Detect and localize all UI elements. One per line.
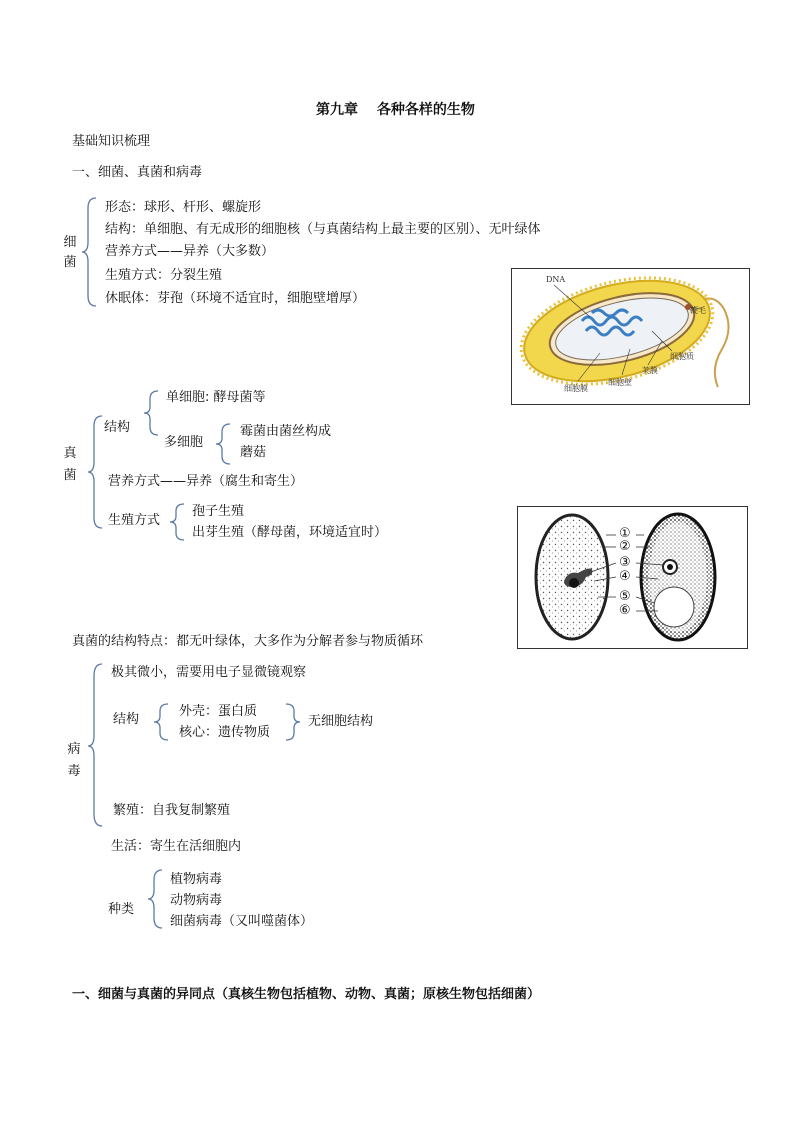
fungi-feature: 真菌的结构特点：都无叶绿体，大多作为分解者参与物质循环 — [72, 634, 424, 649]
label-cell-membrane: 细胞膜 — [564, 384, 588, 393]
fungi-mold: 霉菌由菌丝构成 — [240, 424, 332, 439]
bacteria-nutrition: 营养方式——异养（大多数） — [105, 244, 275, 259]
virus-size: 极其微小，需要用电子显微镜观察 — [111, 665, 307, 680]
virus-type-plant: 植物病毒 — [170, 872, 223, 887]
virus-brace — [86, 662, 106, 828]
bacteria-label-1: 细 — [63, 235, 77, 250]
fungi-structure-brace — [142, 389, 162, 437]
fungi-structure: 结构 — [104, 420, 131, 435]
virus-type-bacterial: 细菌病毒（又叫噬菌体） — [170, 914, 314, 929]
virus-life: 生活：寄生在活细胞内 — [111, 839, 242, 854]
fungi-multi-brace — [214, 422, 234, 466]
subtitle: 基础知识梳理 — [72, 134, 151, 149]
virus-label-1: 病 — [67, 742, 81, 757]
bacteria-diagram — [511, 268, 750, 405]
virus-no-cell: 无细胞结构 — [308, 714, 374, 729]
yeast-num-5: ⑤ — [619, 589, 631, 604]
fungi-label-1: 真 — [63, 446, 77, 461]
fungi-nutrition: 营养方式——异养（腐生和寄生） — [108, 474, 304, 489]
fungi-label-2: 菌 — [63, 468, 77, 483]
yeast-num-6: ⑥ — [619, 603, 631, 618]
virus-type-animal: 动物病毒 — [170, 893, 223, 908]
bacteria-shape: 形态：球形、杆形、螺旋形 — [105, 200, 262, 215]
fungi-multicellular: 多细胞 — [164, 435, 204, 450]
virus-core: 核心：遗传物质 — [179, 725, 271, 740]
bacteria-dormant: 休眠体：芽孢（环境不适宜时，细胞壁增厚） — [105, 291, 366, 306]
bacteria-structure: 结构：单细胞、有无成形的细胞核（与真菌结构上最主要的区别）、无叶绿体 — [105, 222, 541, 237]
bacteria-brace — [80, 196, 100, 308]
fungi-spore: 孢子生殖 — [192, 504, 245, 519]
virus-types-label: 种类 — [108, 902, 135, 917]
label-dna: DNA — [546, 275, 566, 284]
yeast-illustration — [518, 507, 747, 648]
virus-types-brace — [146, 868, 166, 930]
yeast-num-3: ③ — [619, 555, 631, 570]
virus-label-2: 毒 — [67, 764, 81, 779]
page-title: 第九章 各种各样的生物 — [316, 102, 475, 118]
fungi-mushroom: 蘑菇 — [240, 445, 267, 460]
label-flagellum: 鞭毛 — [690, 306, 706, 315]
yeast-diagram — [517, 506, 748, 649]
section-heading-2: 一、细菌与真菌的异同点（真核生物包括植物、动物、真菌；原核生物包括细菌） — [72, 987, 541, 1002]
bacteria-reproduction: 生殖方式：分裂生殖 — [105, 268, 223, 283]
label-cytoplasm: 细胞质 — [670, 352, 694, 361]
fungi-reproduction: 生殖方式 — [108, 513, 161, 528]
yeast-num-4: ④ — [619, 569, 631, 584]
virus-structure: 结构 — [113, 712, 140, 727]
yeast-num-1: ① — [619, 526, 631, 541]
fungi-repro-brace — [168, 502, 188, 542]
fungi-unicellular: 单细胞: 酵母菌等 — [166, 390, 266, 405]
label-cell-wall: 细胞壁 — [608, 378, 632, 387]
bacteria-label-2: 菌 — [63, 255, 77, 270]
section-heading-1: 一、细菌、真菌和病毒 — [72, 165, 203, 180]
yeast-num-2: ② — [619, 539, 631, 554]
fungi-brace — [86, 414, 106, 530]
label-capsule: 荚膜 — [642, 366, 658, 375]
fungi-budding: 出芽生殖（酵母菌，环境适宜时） — [192, 525, 388, 540]
virus-shell: 外壳：蛋白质 — [179, 704, 258, 719]
virus-structure-brace-left — [152, 702, 172, 742]
virus-structure-brace-right — [282, 702, 302, 742]
virus-reproduction: 繁殖：自我复制繁殖 — [113, 803, 231, 818]
